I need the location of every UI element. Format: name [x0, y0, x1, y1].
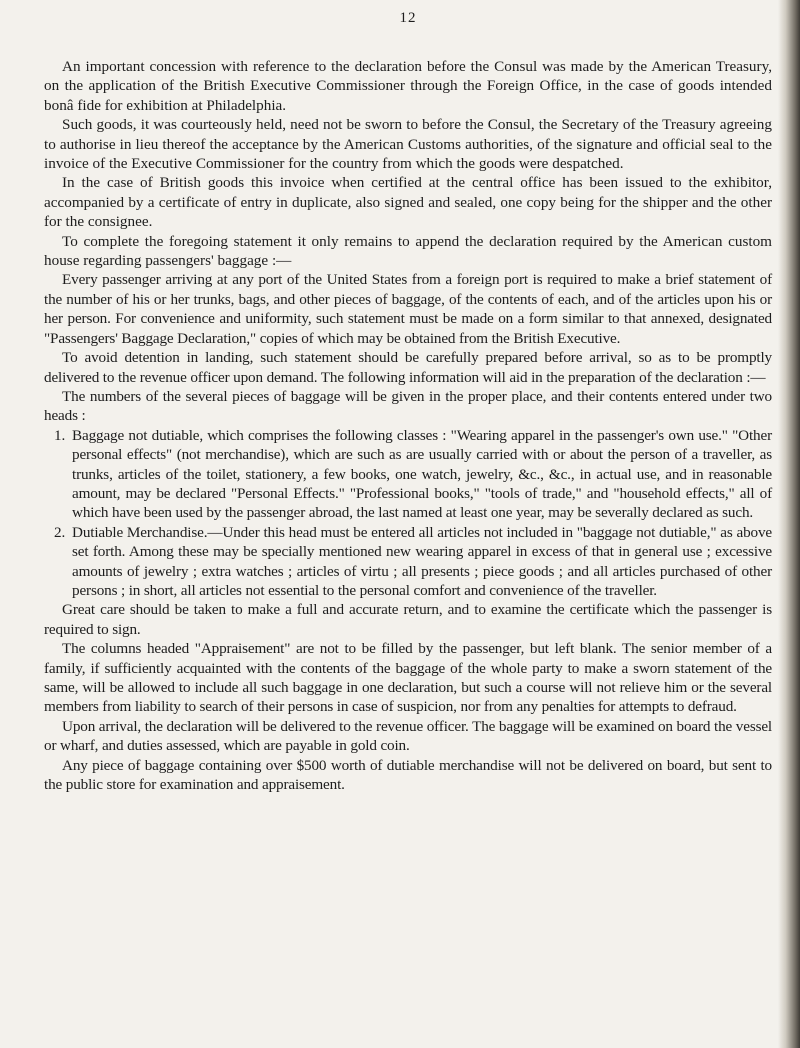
paragraph-goods-held: Such goods, it was courteously held, need not be sworn to before the Consul, the Secretary of the Treasury agreeing to authorise in lieu thereof the acceptance by the American Customs authorities, of the signature and official seal to the invoice of the Executive Commissioner for the country from which the goods were despatched.	[44, 116, 772, 173]
paragraph-every-passenger: Every passenger arriving at any port of the United States from a foreign port is required to make a brief statement of the number of his or her trunks, bags, and other pieces of baggage, of the contents of each, and of the articles upon his or her person. For convenience and uniformity, such statement must be made on a form similar to that annexed, designated "Passengers' Baggage Declaration," copies of which may be obtained from the British Executive.	[44, 271, 772, 347]
paragraph-great-care: Great care should be taken to make a full and accurate return, and to examine the certificate which the passenger is required to sign.	[44, 601, 772, 638]
paragraph-any-piece: Any piece of baggage containing over $500 worth of dutiable merchandise will not be delivered on board, but sent to the public store for examination and appraisement.	[44, 756, 772, 794]
list-item-number: 2.	[54, 523, 66, 541]
paragraph-avoid-detention: To avoid detention in landing, such statement should be carefully prepared before arrival, so as to be promptly delivered to the revenue officer upon demand. The following information will aid in the preparation of the declaration :—	[44, 349, 772, 386]
document-page	[44, 10, 772, 794]
list-item-dutiable-merchandise	[54, 523, 772, 601]
list-item-text: Baggage not dutiable, which comprises the following classes : "Wearing apparel in the passenger's own use." "Other personal effects" (not merchandise), which are such as are usually carried with or about the person of a traveller, as trunks, articles of the toilet, stationery, a few books, one watch, jewelry, &c., &c., in actual use, and in reasonable amount, may be declared "Personal Effects." "Professional books," "tools of trade," and "household effects," all of which have been used by the passenger abroad, the last named at least one year, may be severally declared as such.	[72, 426, 772, 522]
paragraph-invoice: In the case of British goods this invoice when certified at the central office has been issued to the exhibitor, accompanied by a certificate of entry in duplicate, also signed and sealed, one copy being for the shipper and the other for the consignee.	[44, 174, 772, 231]
paragraph-appraisement: The columns headed "Appraisement" are not to be filled by the passenger, but left blank. The senior member of a family, if sufficiently acquainted with the contents of the baggage of the whole party to make a sworn statement of the same, will be allowed to include all such baggage in one declaration, but such a course will not relieve him or the several members from liability to search of their persons in case of suspicion, nor from any penalties for attempts to defraud.	[44, 640, 772, 716]
paragraph-numbers: The numbers of the several pieces of baggage will be given in the proper place, and their contents entered under two heads :	[44, 387, 772, 425]
page-number: 12	[399, 10, 417, 26]
paragraph-concession: An important concession with reference to the declaration before the Consul was made by the American Treasury, on the application of the British Executive Commissioner through the Foreign Office, in the case of goods intended bonâ fide for exhibition at Philadelphia.	[44, 58, 772, 114]
page-edge-shadow	[778, 0, 800, 1048]
paragraph-baggage-intro: To complete the foregoing statement it only remains to append the declaration required by the American custom house regarding passengers' baggage :—	[44, 232, 772, 270]
list-item-text: Dutiable Merchandise.—Under this head must be entered all articles not included in "baggage not dutiable," as above set forth. Among these may be specially mentioned new wearing apparel in excess of that in general use ; excessive amounts of jewelry ; extra watches ; articles of virtu ; all presents ; piece goods ; and all articles purchased of other persons ; in short, all articles not essential to the personal comfort and convenience of the traveller.	[72, 523, 772, 599]
list-item-baggage-not-dutiable	[54, 426, 772, 523]
list-item-number: 1.	[54, 426, 66, 444]
paragraph-upon-arrival: Upon arrival, the declaration will be delivered to the revenue officer. The baggage will be examined on board the vessel or wharf, and duties assessed, which are payable in gold coin.	[44, 717, 772, 755]
